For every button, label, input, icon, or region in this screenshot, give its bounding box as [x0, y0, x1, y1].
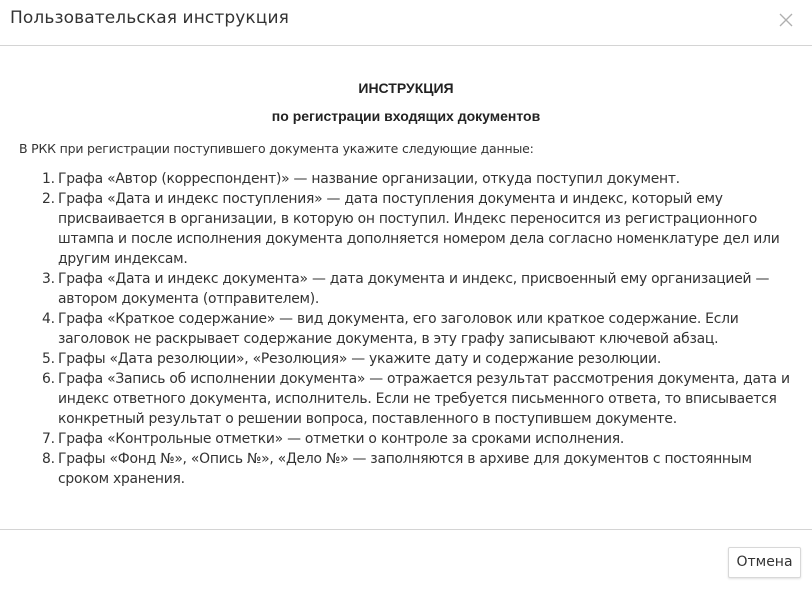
dialog-header: [0, 0, 812, 46]
document-title: ИНСТРУКЦИЯ: [358, 80, 454, 96]
instruction-list: [38, 169, 806, 489]
item-text: Графа «Дата и индекс поступления» — дата поступления документа и индекс, который ему присваивается в организации, в которую он поступил. Индекс переносится из регистрационного штампа и после исполнения документа дополняется номером дела согласно номенклатуре дел или другим индексам.: [58, 191, 780, 267]
close-icon: [778, 12, 794, 28]
dialog-title: Пользовательская инструкция: [10, 8, 289, 28]
close-button[interactable]: [778, 12, 794, 28]
item-text: Графы «Фонд №», «Опись №», «Дело №» — заполняются в архиве для документов с постоянным сроком хранения.: [58, 451, 752, 487]
item-number: 8.: [42, 451, 55, 467]
item-text: Графа «Контрольные отметки» — отметки о контроле за сроками исполнения.: [58, 431, 625, 447]
item-text: Графа «Дата и индекс документа» — дата документа и индекс, присвоенный ему организацией — автором документа (отправителем).: [58, 271, 770, 307]
item-number: 4.: [42, 311, 55, 327]
list-item: [38, 189, 806, 269]
item-number: 3.: [42, 271, 55, 287]
document-subtitle: по регистрации входящих документов: [271, 108, 541, 124]
list-item: [38, 369, 806, 429]
list-item: [38, 169, 806, 189]
item-text: Графа «Запись об исполнении документа» — отражается результат рассмотрения документа, дата и индекс ответного документа, исполнитель. Если не требуется письменного ответа, то вписывается конкретный результат о решении вопроса, поставленного в поступившем документе.: [58, 371, 790, 427]
cancel-button[interactable]: Отмена: [728, 547, 801, 578]
item-text: Графа «Краткое содержание» — вид документа, его заголовок или краткое содержание. Если заголовок не раскрывает содержание документа, в эту графу записывают ключевой абзац.: [58, 311, 739, 347]
item-text: Графы «Дата резолюции», «Резолюция» — укажите дату и содержание резолюции.: [58, 351, 661, 367]
list-item: [38, 449, 806, 489]
list-item: [38, 429, 806, 449]
list-item: [38, 349, 806, 369]
item-number: 7.: [42, 431, 55, 447]
item-number: 1.: [42, 171, 55, 187]
item-number: 6.: [42, 371, 55, 387]
dialog-body: [0, 47, 812, 530]
item-number: 5.: [42, 351, 55, 367]
list-item: [38, 269, 806, 309]
list-item: [38, 309, 806, 349]
intro-text: В РКК при регистрации поступившего документа укажите следующие данные:: [19, 141, 534, 156]
item-number: 2.: [42, 191, 55, 207]
footer-divider: [0, 529, 812, 530]
item-text: Графа «Автор (корреспондент)» — название организации, откуда поступил документ.: [58, 171, 680, 187]
